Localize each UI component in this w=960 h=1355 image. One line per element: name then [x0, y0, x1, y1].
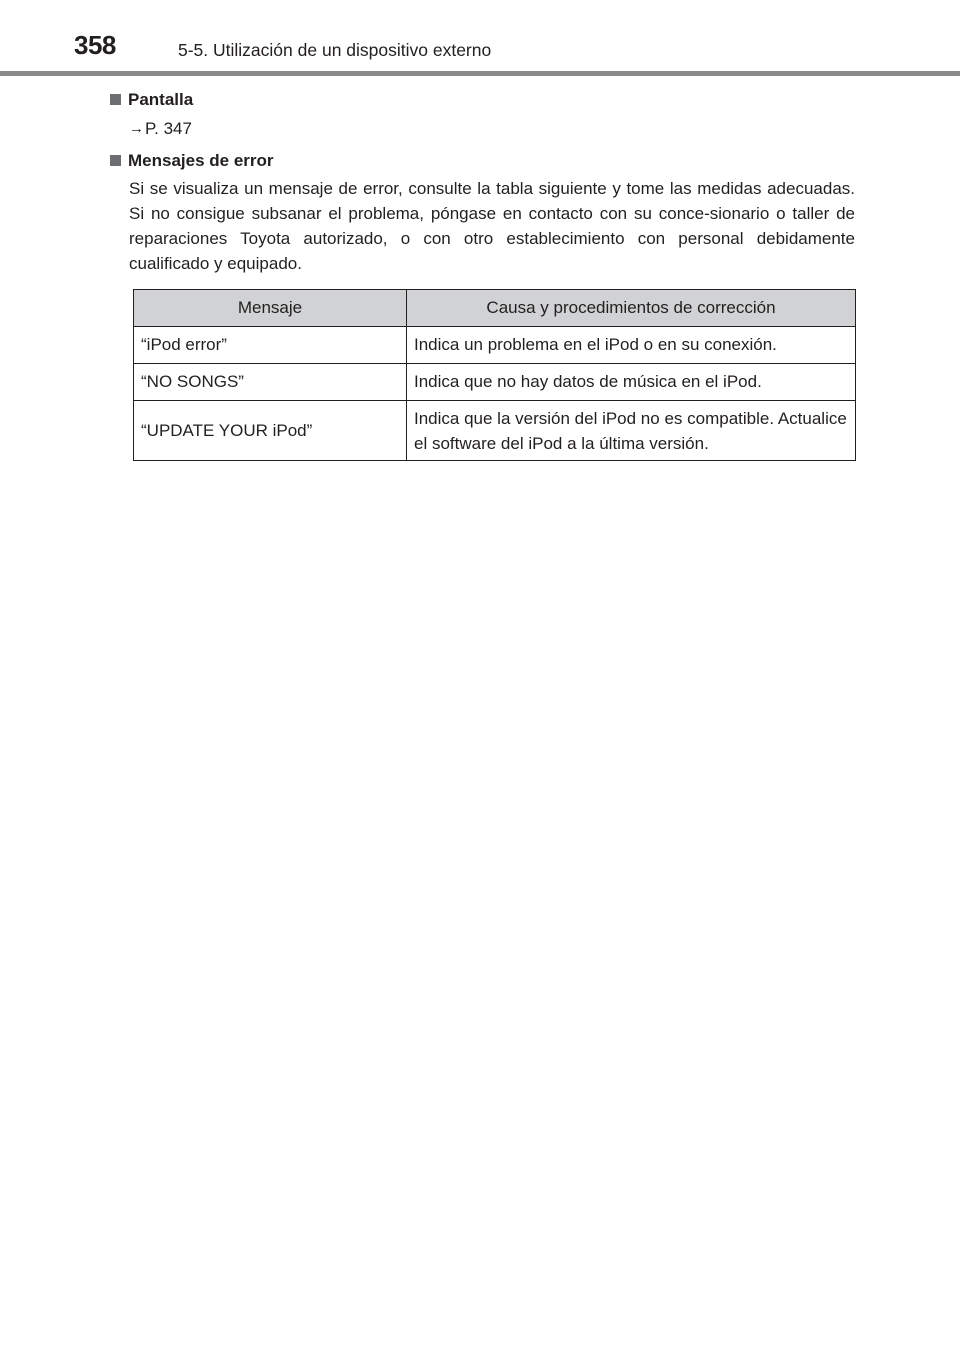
table-header-row [134, 290, 856, 327]
header-divider [0, 71, 960, 76]
message-cell: “UPDATE YOUR iPod” [134, 401, 407, 461]
column-header-cause: Causa y procedimientos de corrección [407, 290, 856, 327]
table-row [134, 327, 856, 364]
page-number: 358 [74, 30, 116, 60]
page-reference [129, 120, 192, 137]
cause-cell: Indica que la versión del iPod no es compatible. Actualice el software del iPod a la última versión. [407, 401, 856, 461]
section-heading-label: Mensajes de error [128, 151, 274, 170]
section-heading-pantalla [110, 91, 193, 108]
table-row [134, 401, 856, 461]
cause-cell: Indica que no hay datos de música en el iPod. [407, 364, 856, 401]
message-cell: “NO SONGS” [134, 364, 407, 401]
cause-cell: Indica un problema en el iPod o en su conexión. [407, 327, 856, 364]
chapter-title: 5-5. Utilización de un dispositivo externo [178, 40, 492, 60]
page-reference-label: P. 347 [145, 119, 192, 138]
error-instructions-paragraph: Si se visualiza un mensaje de error, consulte la tabla siguiente y tome las medidas adecuadas. Si no consigue subsanar el problema, póngase en contacto con su conce-sionario o taller de reparaciones Toyota autorizado, o con otro establecimiento con personal debidamente cualificado y equipado. [129, 179, 855, 273]
error-messages-table [133, 289, 856, 461]
square-bullet-icon [110, 94, 121, 105]
arrow-right-icon: → [129, 120, 144, 137]
square-bullet-icon [110, 155, 121, 166]
message-cell: “iPod error” [134, 327, 407, 364]
column-header-message: Mensaje [134, 290, 407, 327]
section-heading-error-messages [110, 152, 274, 169]
table-row [134, 364, 856, 401]
section-heading-label: Pantalla [128, 90, 194, 109]
